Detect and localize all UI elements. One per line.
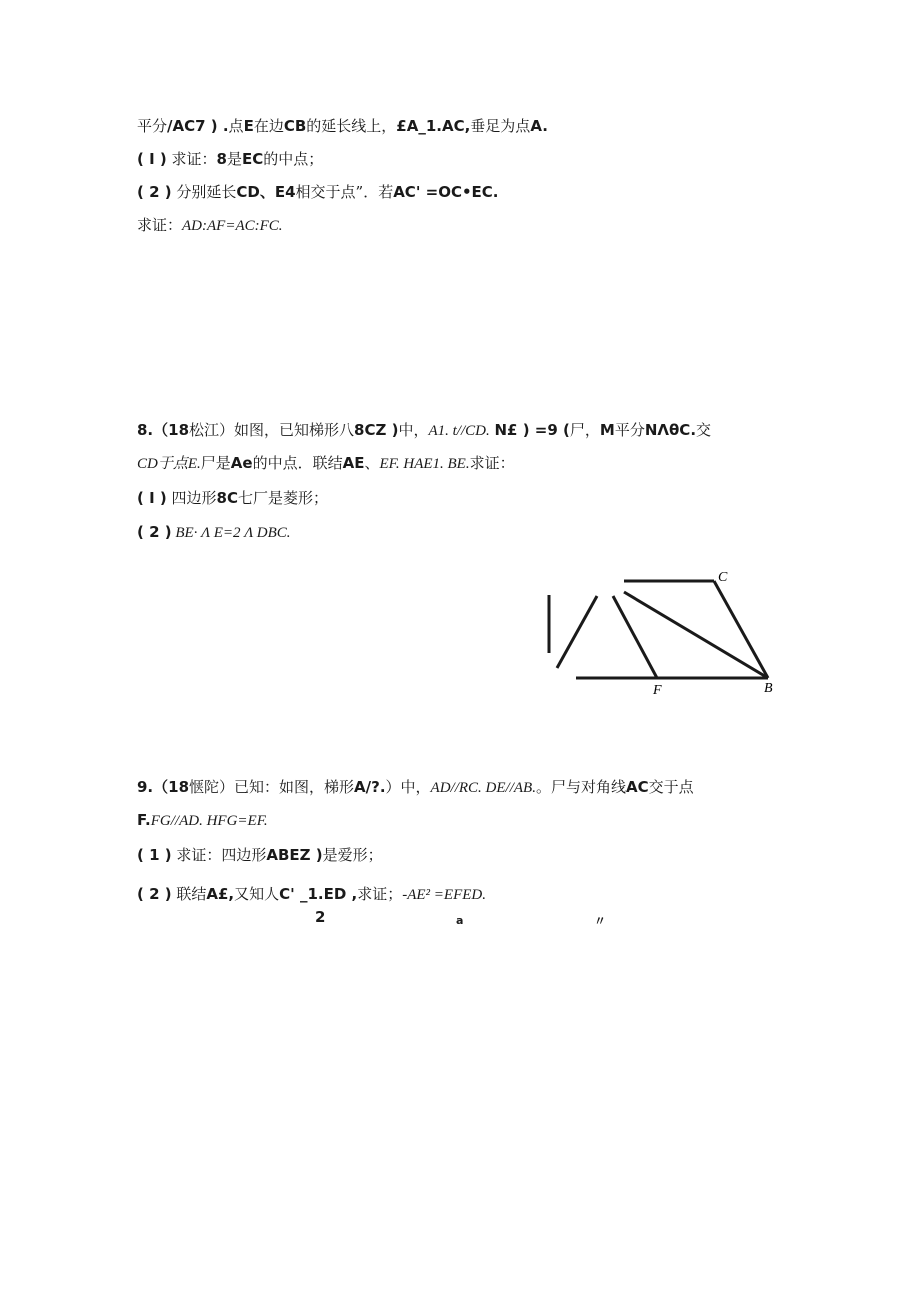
item-number: ( I ) xyxy=(137,489,167,507)
text: 尸， xyxy=(569,421,600,439)
label-f: F xyxy=(653,683,662,698)
text: 松江）如图，已知梯形八 xyxy=(189,421,355,439)
segment-diagonal xyxy=(624,592,768,678)
text: 相交于点”．若 xyxy=(295,183,394,201)
text: 平分 xyxy=(137,117,168,135)
text-bold: E xyxy=(243,117,254,135)
text: 七厂是菱形； xyxy=(237,489,328,507)
q9-line-4 xyxy=(137,884,486,905)
text: 惬陀）已知：如图，梯形 xyxy=(189,778,355,796)
text-bold: M xyxy=(599,421,615,439)
formula: CD于点E. xyxy=(137,456,201,472)
text: 是爱形； xyxy=(322,846,383,864)
text-bold: /AC7 ) . xyxy=(167,117,229,135)
text-bold: 8C xyxy=(216,489,238,507)
p1-line-1 xyxy=(137,116,548,136)
question-number: 9. xyxy=(137,778,154,796)
text: 的延长线上， xyxy=(306,117,397,135)
text: 的中点； xyxy=(263,150,324,168)
text: 在边 xyxy=(253,117,284,135)
text-bold: 8 xyxy=(216,150,227,168)
text-bold: （18 xyxy=(153,421,190,439)
text-bold: A. xyxy=(530,117,548,135)
item-number: ( I ) xyxy=(137,150,167,168)
text: 的中点．联结 xyxy=(252,454,343,472)
text-bold: EC xyxy=(241,150,264,168)
q8-line-2 xyxy=(137,453,515,474)
trapezoid-figure xyxy=(540,565,790,705)
text: 中， xyxy=(398,421,429,439)
q9-line-1 xyxy=(137,777,694,798)
text: 交于点 xyxy=(648,778,694,796)
text: 平分 xyxy=(614,421,645,439)
text: 求证； xyxy=(357,885,403,903)
text: 。尸与对角线 xyxy=(535,778,626,796)
text: 交 xyxy=(696,421,712,439)
p1-line-2 xyxy=(137,149,323,169)
text-bold: N£ ) =9 ( xyxy=(494,421,570,439)
item-number: ( 2 ) xyxy=(137,885,172,903)
formula: AD//RC. DE//AB. xyxy=(430,780,536,796)
text-bold: CB xyxy=(283,117,307,135)
text-bold: AE xyxy=(342,454,365,472)
text: 求证： xyxy=(166,150,217,168)
formula: EF. HAE1. BE. xyxy=(379,456,470,472)
item-number: ( 2 ) xyxy=(137,183,172,201)
text: 尸是 xyxy=(200,454,231,472)
text-bold: CD、E4 xyxy=(236,183,296,201)
label-c: C xyxy=(718,570,728,585)
text: ）中， xyxy=(385,778,431,796)
stray-mark-quote: 〃 xyxy=(594,914,607,928)
text: 求证：四边形 xyxy=(171,846,267,864)
q9-line-2 xyxy=(137,810,268,831)
q8-line-4 xyxy=(137,522,291,543)
text-bold: ABEZ ) xyxy=(266,846,323,864)
text: 联结 xyxy=(171,885,207,903)
question-number: 8. xyxy=(137,421,154,439)
text: 垂足为点 xyxy=(470,117,531,135)
text: 求证： xyxy=(469,454,515,472)
text: 点 xyxy=(228,117,244,135)
stray-mark-a: a xyxy=(456,914,464,927)
formula: A1. t//CD. xyxy=(428,423,490,439)
q8-line-3 xyxy=(137,488,328,508)
item-number: ( 1 ) xyxy=(137,846,172,864)
formula: -AE² =EFED. xyxy=(402,887,486,903)
text-bold: AC' =OC•EC. xyxy=(393,183,499,201)
text: 、 xyxy=(364,454,380,472)
p1-line-4 xyxy=(137,215,283,236)
formula: BE· Λ E=2 Λ DBC. xyxy=(171,525,291,541)
formula: AD:AF=AC:FC. xyxy=(182,218,283,234)
text-bold: NΛθC. xyxy=(644,421,697,439)
formula: FG//AD. HFG=EF. xyxy=(150,813,268,829)
text-bold: A/?. xyxy=(354,778,386,796)
q9-line-3 xyxy=(137,845,383,865)
text-bold: AC xyxy=(625,778,649,796)
q8-line-1 xyxy=(137,420,711,441)
text-bold: F. xyxy=(137,811,151,829)
text-bold: C' _1.ED , xyxy=(279,885,358,903)
text: 又知人 xyxy=(234,885,280,903)
text-bold: 8CZ ) xyxy=(354,421,399,439)
text-bold: £A_1.AC, xyxy=(396,117,471,135)
label-b: B xyxy=(764,681,773,696)
text: 分别延长 xyxy=(171,183,237,201)
text-bold: Ae xyxy=(230,454,253,472)
text-bold: （18 xyxy=(153,778,190,796)
text-bold: A£, xyxy=(206,885,235,903)
stray-mark-2: 2 xyxy=(315,908,326,926)
text: 是 xyxy=(226,150,242,168)
text: 四边形 xyxy=(166,489,217,507)
p1-line-3 xyxy=(137,182,499,202)
segment xyxy=(557,596,597,668)
text: 求证： xyxy=(137,216,183,234)
item-number: ( 2 ) xyxy=(137,523,172,541)
